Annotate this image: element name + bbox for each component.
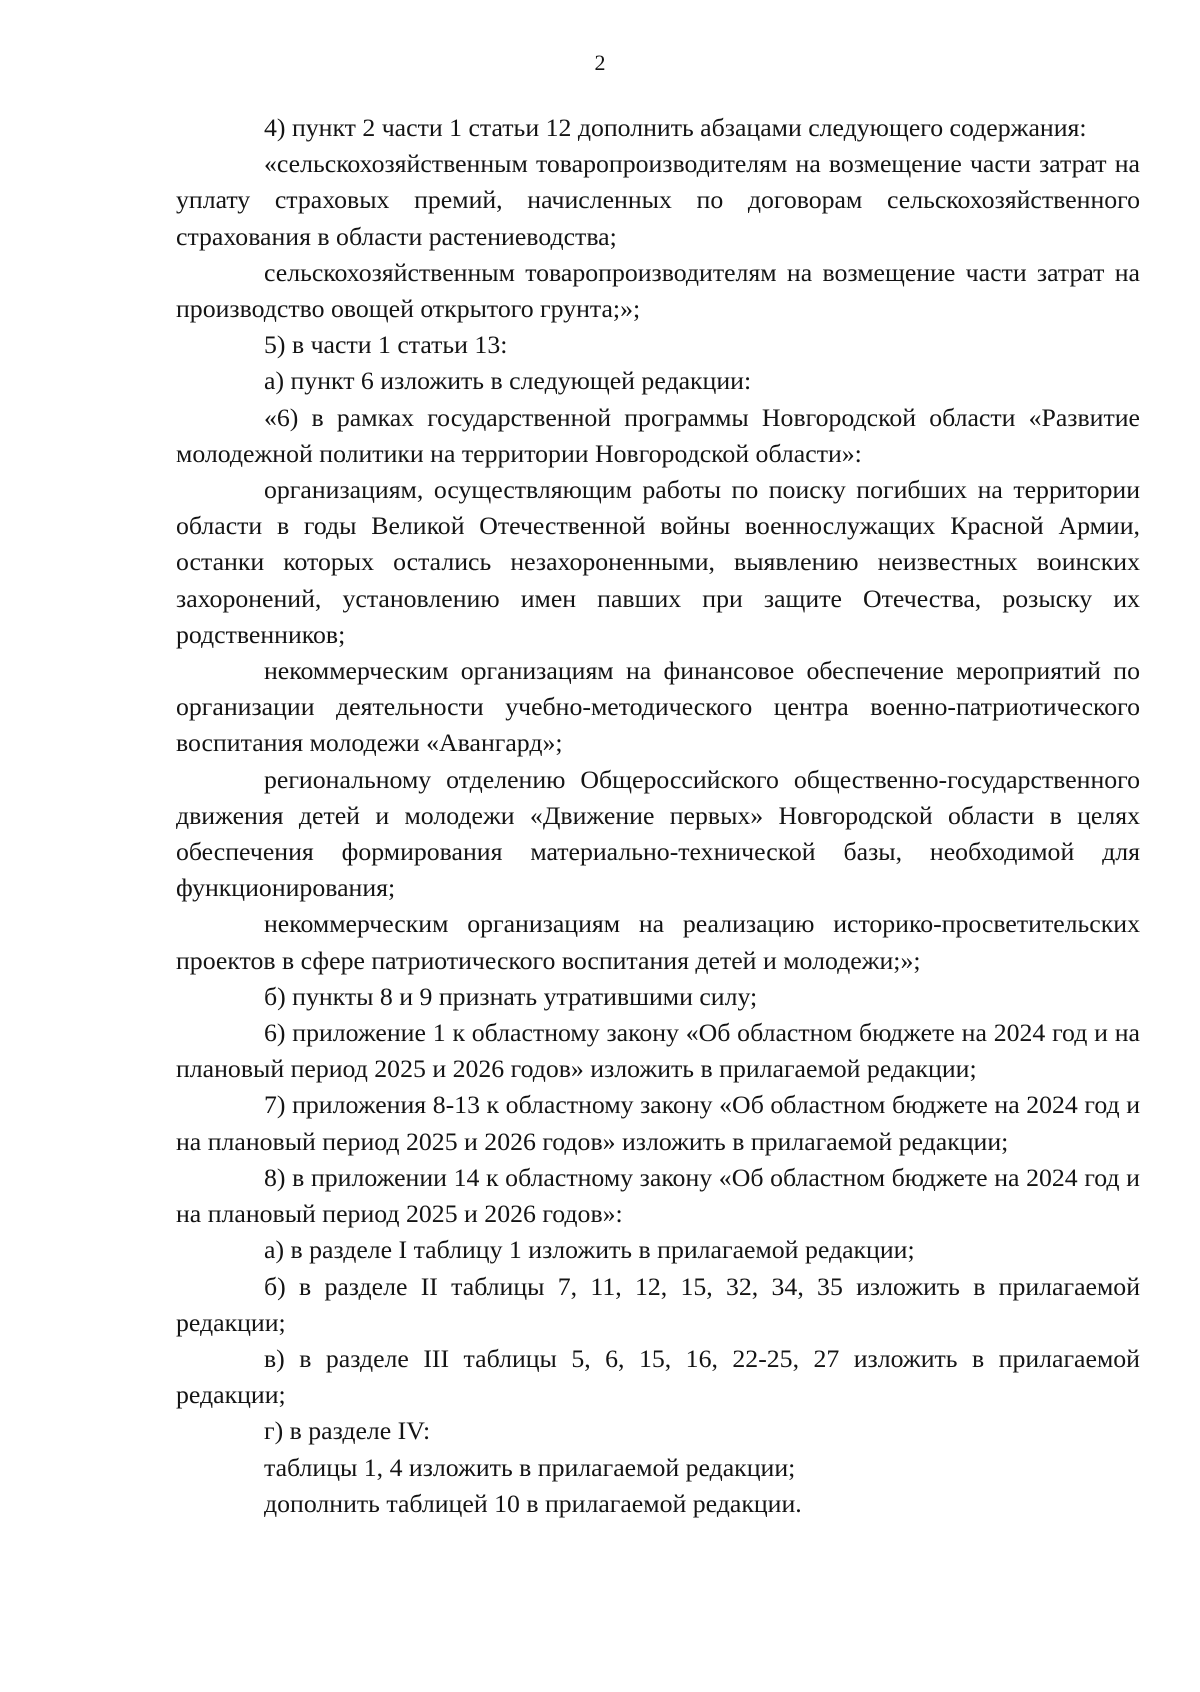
paragraph: в) в разделе III таблицы 5, 6, 15, 16, 22-25, 27 изложить в прилагаемой редакции; bbox=[176, 1343, 1140, 1410]
paragraph: организациям, осуществляющим работы по поиску погибших на территории области в годы Великой Отечественной войны военнослужащих Красной Армии, останки которых остались незахороненными, выявлению неизвестных воинских захоронений, установлению имен павших при защите Отечества, розыску их родственников; bbox=[176, 475, 1140, 649]
paragraph: а) в разделе I таблицу 1 изложить в прилагаемой редакции; bbox=[264, 1235, 915, 1265]
paragraph: 6) приложение 1 к областному закону «Об областном бюджете на 2024 год и на плановый период 2025 и 2026 годов» изложить в прилагаемой редакции; bbox=[176, 1018, 1140, 1084]
paragraph: а) пункт 6 изложить в следующей редакции: bbox=[264, 366, 752, 396]
page-number: 2 bbox=[594, 50, 606, 75]
paragraph: таблицы 1, 4 изложить в прилагаемой редакции; bbox=[264, 1452, 796, 1482]
paragraph: дополнить таблицей 10 в прилагаемой редакции. bbox=[264, 1488, 802, 1518]
paragraph: 7) приложения 8-13 к областному закону «Об областном бюджете на 2024 год и на плановый период 2025 и 2026 годов» изложить в прилагаемой редакции; bbox=[176, 1090, 1140, 1156]
paragraph: некоммерческим организациям на реализацию историко-просветительских проектов в сфере патриотического воспитания детей и молодежи;»; bbox=[176, 909, 1140, 975]
paragraph: 8) в приложении 14 к областному закону «Об областном бюджете на 2024 год и на плановый период 2025 и 2026 годов»: bbox=[176, 1162, 1140, 1229]
paragraph: г) в разделе IV: bbox=[264, 1416, 431, 1446]
paragraph: 5) в части 1 статьи 13: bbox=[264, 330, 508, 360]
paragraph: б) пункты 8 и 9 признать утратившими силу; bbox=[264, 981, 758, 1011]
paragraph: «сельскохозяйственным товаропроизводителям на возмещение части затрат на уплату страховых премий, начисленных по договорам сельскохозяйственного страхования в области растениеводства; bbox=[176, 149, 1140, 251]
paragraph: «6) в рамках государственной программы Новгородской области «Развитие молодежной политики на территории Новгородской области»: bbox=[176, 402, 1140, 468]
paragraph: б) в разделе II таблицы 7, 11, 12, 15, 32, 34, 35 изложить в прилагаемой редакции; bbox=[176, 1271, 1140, 1337]
document-body bbox=[176, 110, 1140, 1522]
paragraph: 4) пункт 2 части 1 статьи 12 дополнить абзацами следующего содержания: bbox=[264, 113, 1087, 142]
paragraph: региональному отделению Общероссийского общественно-государственного движения детей и молодежи «Движение первых» Новгородской области в целях обеспечения формирования материально-технической базы, необходимой для функционирования; bbox=[176, 764, 1140, 903]
paragraph: некоммерческим организациям на финансовое обеспечение мероприятий по организации деятельности учебно-методического центра военно-патриотического воспитания молодежи «Авангард»; bbox=[176, 656, 1140, 758]
paragraph: сельскохозяйственным товаропроизводителям на возмещение части затрат на производство овощей открытого грунта;»; bbox=[176, 257, 1140, 324]
